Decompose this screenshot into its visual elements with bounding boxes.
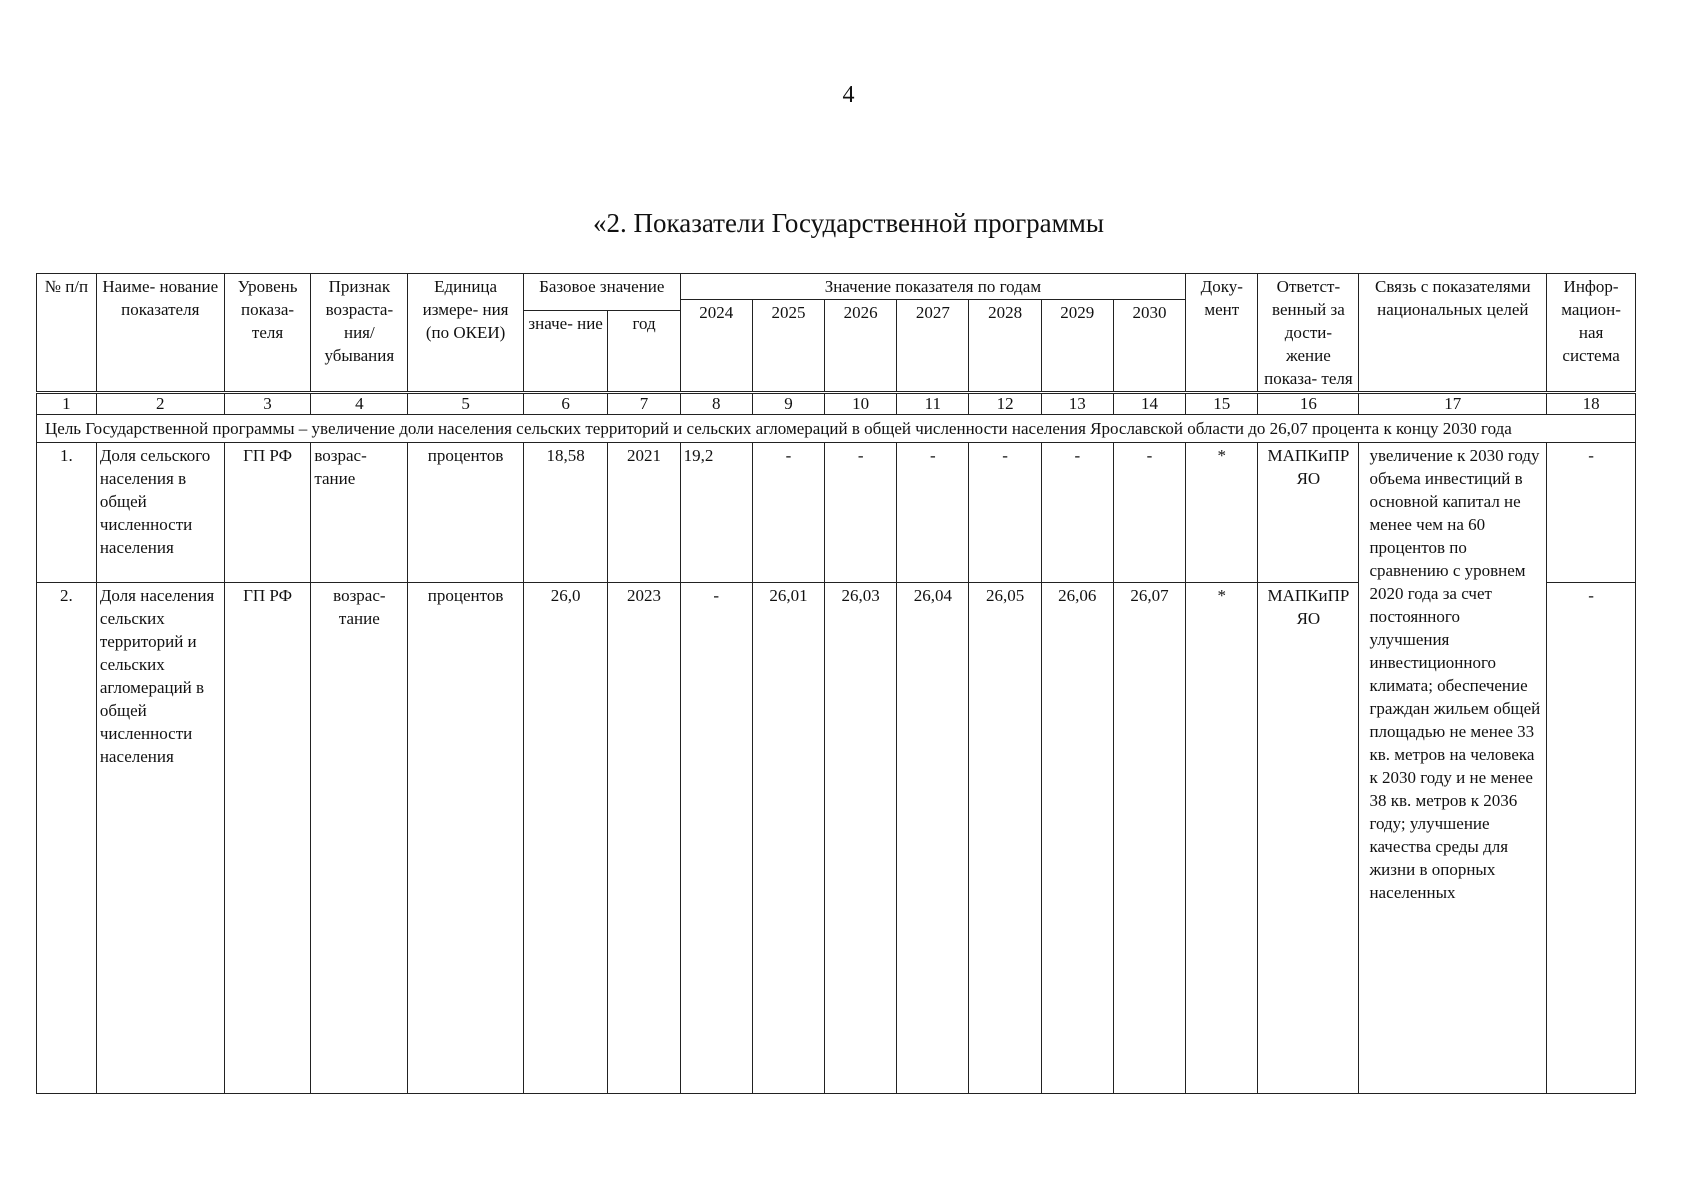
header-year: 2029 [1041,300,1113,393]
header-unit: Единица измере- ния (по ОКЕИ) [408,274,524,393]
header-info: Инфор- мацион- ная система [1547,274,1636,393]
header-doc: Доку- мент [1186,274,1258,393]
page-title: «2. Показатели Государственной программы [593,208,1104,238]
column-number: 8 [680,393,752,415]
row-document: * [1186,583,1258,1094]
row-year-value: 26,01 [752,583,824,1094]
header-sign: Признак возраста- ния/ убывания [311,274,408,393]
header-row [37,274,1636,300]
column-number: 13 [1041,393,1113,415]
column-number: 7 [608,393,680,415]
column-number: 4 [311,393,408,415]
column-number: 6 [523,393,608,415]
row-year-value: 26,03 [825,583,897,1094]
header-base-value: значе- ние [523,311,608,393]
row-indicator-name: Доля сельского населения в общей численности населения [96,443,224,583]
header-num: № п/п [37,274,97,393]
header-link: Связь с показателями национальных целей [1359,274,1547,393]
header-base: Базовое значение [523,274,680,311]
row-info-system: - [1547,583,1636,1094]
column-number: 15 [1186,393,1258,415]
column-number: 2 [96,393,224,415]
column-numbers-row [37,393,1636,415]
row-sign: возрас- тание [311,583,408,1094]
table-row [37,443,1636,583]
header-year: 2028 [969,300,1041,393]
column-number: 16 [1258,393,1359,415]
row-base-year: 2023 [608,583,680,1094]
row-indicator-name: Доля населения сельских территорий и сельских агломераций в общей численности населения [96,583,224,1094]
row-year-value: 26,06 [1041,583,1113,1094]
header-year: 2026 [825,300,897,393]
column-number: 11 [897,393,969,415]
column-number: 9 [752,393,824,415]
column-number: 17 [1359,393,1547,415]
row-num: 2. [37,583,97,1094]
header-year: 2030 [1113,300,1185,393]
page-number: 4 [842,82,855,108]
header-base-year: год [608,311,680,393]
row-year-value: - [825,443,897,583]
header-by-years: Значение показателя по годам [680,274,1186,300]
row-year-value: 26,07 [1113,583,1185,1094]
row-year-value: 26,05 [969,583,1041,1094]
row-year-value: - [969,443,1041,583]
header-year: 2024 [680,300,752,393]
indicators-table [36,273,1636,1094]
column-number: 14 [1113,393,1185,415]
column-number: 1 [37,393,97,415]
column-number: 5 [408,393,524,415]
row-unit: процентов [408,443,524,583]
row-base-value: 26,0 [523,583,608,1094]
row-document: * [1186,443,1258,583]
row-base-year: 2021 [608,443,680,583]
column-number: 12 [969,393,1041,415]
header-resp: Ответст- венный за дости- жение показа- теля [1258,274,1359,393]
program-goal: Цель Государственной программы – увеличение доли населения сельских территорий и сельских агломераций в общей численности населения Ярославской области до 26,07 процента к концу 2030 года [37,415,1636,443]
column-number: 3 [224,393,311,415]
row-unit: процентов [408,583,524,1094]
row-year-value: 19,2 [680,443,752,583]
header-name: Наиме- нование показателя [96,274,224,393]
header-year: 2025 [752,300,824,393]
row-responsible: МАПКиПР ЯО [1258,583,1359,1094]
row-year-value: - [1041,443,1113,583]
header-level: Уровень показа- теля [224,274,311,393]
header-year: 2027 [897,300,969,393]
row-year-value: 26,04 [897,583,969,1094]
row-num: 1. [37,443,97,583]
row-base-value: 18,58 [523,443,608,583]
row-info-system: - [1547,443,1636,583]
row-level: ГП РФ [224,583,311,1094]
row-level: ГП РФ [224,443,311,583]
row-year-value: - [897,443,969,583]
row-year-value: - [680,583,752,1094]
row-year-value: - [1113,443,1185,583]
row-sign: возрас- тание [311,443,408,583]
national-goals-link: увеличение к 2030 году объема инвестиций в основной капитал не менее чем на 60 процентов по сравнению с уровнем 2020 года за счет постоянного улучшения инвестиционного климата; обеспечение граждан жильем общей площадью не менее 33 кв. метров на человека к 2030 году и не менее 38 кв. метров к 2036 году; улучшение качества среды для жизни в опорных населенных [1359,443,1547,1094]
column-number: 18 [1547,393,1636,415]
goal-row [37,415,1636,443]
row-year-value: - [752,443,824,583]
row-responsible: МАПКиПР ЯО [1258,443,1359,583]
column-number: 10 [825,393,897,415]
